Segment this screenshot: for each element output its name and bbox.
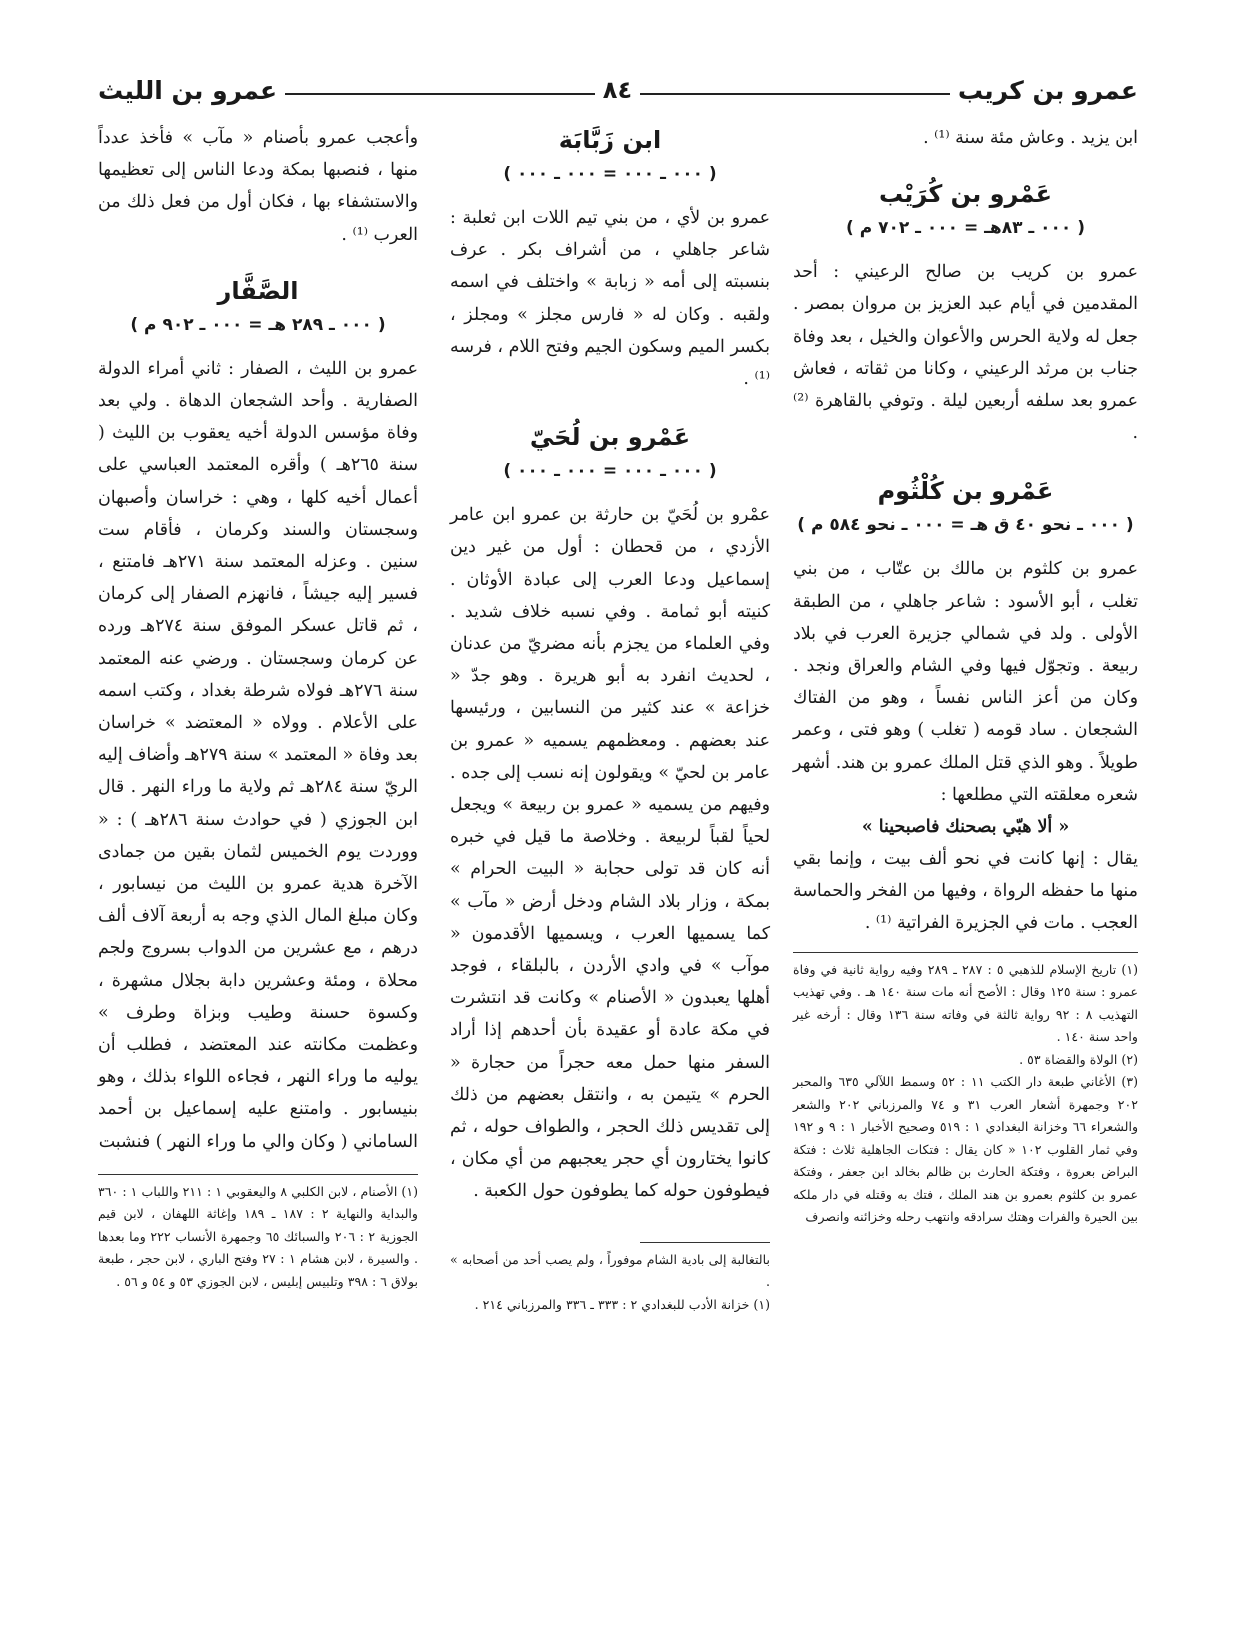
- running-title-left: عمرو بن الليث: [98, 75, 278, 105]
- column-middle: [450, 122, 770, 1316]
- footnote: (٢) الولاة والقضاة ٥٣ .: [1019, 1051, 1138, 1067]
- continuation-text: ابن يزيد . وعاش مئة سنة ⁽¹⁾ .: [923, 128, 1138, 148]
- footnote-rule: [793, 952, 1138, 953]
- column-left: [98, 122, 418, 1293]
- footnote-continuation: بالتغالبة إلى بادية الشام موفوراً ، ولم يصب أحد من أصحابه » .: [450, 1251, 770, 1290]
- running-header: [98, 68, 1138, 112]
- entry-title: عَمْرو بن كُلْثُوم: [877, 477, 1054, 506]
- footnote: (١) خزانة الأدب للبغدادي ٢ : ٣٣٣ ـ ٣٣٦ والمرزباني ٢١٤ .: [474, 1296, 770, 1312]
- poem-opening-line: « ألا هبّي بصحنك فاصبحينا »: [861, 817, 1070, 838]
- entry-title: عَمْرو بن لُحَيّ: [529, 423, 691, 452]
- entry-body: عمرو بن لأي ، من بني تيم اللات ابن ثعلبة : شاعر جاهلي ، من أشراف بكر . عرف بنسبته إلى أمه « زبابة » واختلف في اسمه ولقبه . وكان له « فارس مجلز » ومجلز ، بكسر الميم وسكون الجيم وفتح اللام ، فرسه ⁽¹⁾ .: [450, 208, 770, 390]
- entry-dates: ( ٠٠٠ ـ ٠٠٠ = ٠٠٠ ـ ٠٠٠ ): [503, 461, 717, 482]
- footnote: (١) الأصنام ، لابن الكلبي ٨ واليعقوبي ١ : ٢١١ واللباب ١ : ٣٦٠ والبداية والنهاية ٢ : ١٨٧ ـ ١٨٩ وإغاثة اللهفان ، لابن قيم الجوزية ٢ : ٢٠٦ والسبائك ٦٥ وجمهرة الأنساب ٢٢٢ وما بعدها . والسيرة ، لابن هشام ١ : ٢٧ وفتح الباري ، لابن حجر ، طبعة بولاق ٦ : ٣٩٨ وتلبيس إبليس ، لابن الجوزي ٥٣ و ٥٤ و ٥٦ .: [98, 1183, 419, 1289]
- footnote: (١) تاريخ الإسلام للذهبي ٥ : ٢٨٧ ـ ٢٨٩ وفيه رواية ثانية في وفاة عمرو : سنة ١٢٥ وقال : الأصح أنه مات سنة ١٤٠ هـ . وفي تهذيب التهذيب ٨ : ٩٢ رواية ثالثة في وفاته سنة ١٣٦ وقال : أرخه غير واحد سنة ١٤٠ .: [793, 961, 1139, 1045]
- page-number: ٨٤: [602, 76, 633, 104]
- running-title-right: عمرو بن كريب: [957, 75, 1138, 105]
- entry-body: عمرو بن الليث ، الصفار : ثاني أمراء الدولة الصفارية . وأحد الشجعان الدهاة . ولي بعد وفاة مؤسس الدولة أخيه يعقوب بن الليث ( سنة ٢٦٥هـ ) وأقره المعتمد العباسي على أعمال أخيه كلها ، وهي : خراسان وأصبهان وسجستان والسند وكرمان ، فأقام ست سنين . وعزله المعتمد سنة ٢٧١هـ فامتنع ، فسير إليه جيشاً ، فانهزم الصفار إلى كرمان ، ثم قاتل عسكر الموفق سنة ٢٧٤هـ ورده عن كرمان وسجستان . ورضي عنه المعتمد سنة ٢٧٦هـ فولاه شرطة بغداد ، وكتب اسمه على الأعلام . وولاه « المعتضد » خراسان بعد وفاة « المعتمد » سنة ٢٧٩هـ وأضاف إليه الريّ سنة ٢٨٤هـ ثم ولاية ما وراء النهر . قال ابن الجوزي ( في حوادث سنة ٢٨٦هـ ) : « ووردت يوم الخميس لثمان بقين من جمادى الآخرة هدية عمرو بن الليث من نيسابور ، وكان مبلغ المال الذي وجه به أربعة آلاف ألف درهم ، مع عشرين من الدواب بسروج ولجم محلاة ، ومئة وعشرين دابة بجلال مشهرة ، وكسوة حسنة وطيب وبزاة وطرف » وعظمت مكانته عند المعتضد ، فطلب أن يوليه ما وراء النهر ، فجاءه اللواء بذلك ، وهو بنيسابور . وامتنع عليه إسماعيل بن أحمد الساماني ( وكان والي ما وراء النهر ) فنشبت: [98, 358, 418, 1152]
- entry-body: عمرو بن كلثوم بن مالك بن عتّاب ، من بني تغلب ، أبو الأسود : شاعر جاهلي ، من الطبقة الأولى . ولد في شمالي جزيرة العرب في بلاد ربيعة . وتجوّل فيها وفي الشام والعراق ونجد . وكان من أعز الناس نفساً ، وهو من الفتاك الشجعان . ساد قومه ( تغلب ) وهو فتى ، وعمر طويلاً . وهو الذي قتل الملك عمرو بن هند. أشهر شعره معلقته التي مطلعها :: [793, 559, 1138, 805]
- footnote-rule: [640, 1242, 770, 1243]
- entry-dates: ( ٠٠٠ ـ ٨٣هـ = ٠٠٠ ـ ٧٠٢ م ): [846, 218, 1085, 239]
- footnote-rule: [98, 1174, 418, 1175]
- entry-body: عمْرو بن لُحَيّ بن حارثة بن عمرو ابن عامر الأزدي ، من قحطان : أول من غير دين إسماعيل ودعا العرب إلى عبادة الأوثان . كنيته أبو ثمامة . وفي نسبه خلاف شديد . وفي العلماء من يجزم بأنه مضريّ من عدنان ، لحديث انفرد به أبو هريرة . وهو جدّ « خزاعة » عند كثير من النسابين ، ورئيسها عند بعضهم . ومعظمهم يسميه « عمرو بن عامر بن لحيّ » ويقولون إنه نسب إلى جده . وفيهم من يسميه « عمرو بن ربيعة » ويجعل لحياً لقباً لربيعة . وخلاصة ما قيل في خبره أنه كان قد تولى حجابة « البيت الحرام » بمكة ، وزار بلاد الشام ودخل أرض « مآب » كما يسميها العرب ، ويسميها الأقدمون « موآب » في وادي الأردن ، بالبلقاء ، فوجد أهلها يعبدون « الأصنام » وكانت قد انتشرت في مكة عادة أو عقيدة بأن أحدهم إذا أراد السفر منها حمل معه حجراً من حجارة « الحرم » يتيمن به ، وانتقل بعضهم من ذلك إلى تقديس ذلك الحجر ، والطواف حوله ، ثم كانوا يختارون أي حجر يعجبهم من أي مكان ، فيطوفون حوله كما يطوفون حول الكعبة .: [450, 505, 770, 1202]
- header-rule: [640, 93, 950, 95]
- entry-title: عَمْرو بن كُرَيْب: [879, 180, 1052, 209]
- footnote: (٣) الأغاني طبعة دار الكتب ١١ : ٥٢ وسمط اللآلي ٦٣٥ والمحبر ٢٠٢ وجمهرة أشعار العرب ٣١ و ٧٤ والمرزباني ٢٠٢ والشعر والشعراء ٦٦ وخزانة البغدادي ١ : ٥١٩ وصحيح الأخبار ١ : ٩ و ١٩٢ وفي ثمار القلوب ١٠٢ « كان يقال : فتكات الجاهلية ثلاث : فتكة البراض بعروة ، وفتكة الحارث بن ظالم بخالد ابن جعفر ، وفتكة عمرو بن كلثوم بعمرو بن هند الملك ، فتك به وقتله في دار ملكه بين الحيرة والفرات وهتك سرادقه وانتهب رحله وخزائنه وانصرف: [793, 1074, 1139, 1225]
- column-right: [793, 122, 1138, 1229]
- entry-title: الصَّفَّار: [217, 276, 299, 305]
- continuation-text: وأعجب عمرو بأصنام « مآب » فأخذ عدداً منها ، فنصبها بمكة ودعا الناس إلى تعظيمها والاستشفاء بها ، فكان أول من فعل ذلك من العرب ⁽¹⁾ .: [98, 128, 418, 245]
- entry-dates: ( ٠٠٠ ـ ٢٨٩ هـ = ٠٠٠ ـ ٩٠٢ م ): [130, 314, 386, 335]
- entry-body-continued: يقال : إنها كانت في نحو ألف بيت ، وإنما بقي منها ما حفظه الرواة ، وفيها من الفخر والحماسة العجب . مات في الجزيرة الفراتية ⁽¹⁾ .: [793, 849, 1138, 934]
- entry-body: عمرو بن كريب بن صالح الرعيني : أحد المقدمين في أيام عبد العزيز بن مروان بمصر . جعل له ولاية الحرس والأعوان والخيل ، بعد وفاة جناب بن مرثد الرعيني ، وكانا من ثقاته ، فعاش عمرو بعد سلفه أربعين ليلة . وتوفي بالقاهرة ⁽²⁾ .: [793, 262, 1138, 444]
- entry-title: ابن زَبَّابَة: [558, 126, 662, 154]
- entry-dates: ( ٠٠٠ ـ نحو ٤٠ ق هـ = ٠٠٠ ـ نحو ٥٨٤ م ): [797, 515, 1134, 536]
- entry-dates: ( ٠٠٠ ـ ٠٠٠ = ٠٠٠ ـ ٠٠٠ ): [503, 164, 717, 184]
- header-rule: [285, 93, 595, 95]
